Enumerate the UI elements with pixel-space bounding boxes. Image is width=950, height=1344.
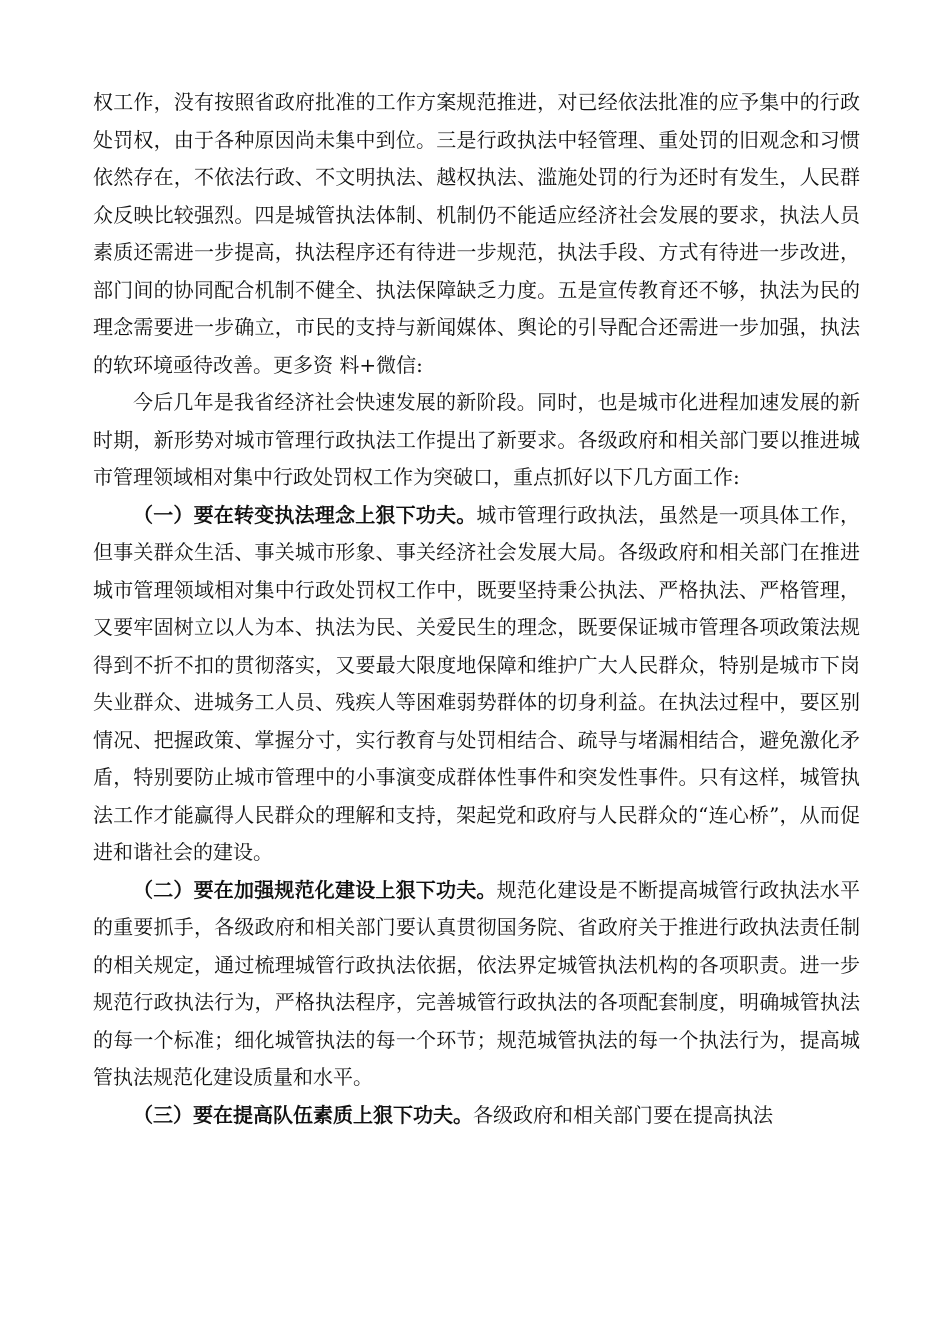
paragraph-item-3 xyxy=(93,1097,860,1135)
paragraph-heading: （二）要在加强规范化建设上狠下功夫。 xyxy=(133,877,497,902)
paragraph-text: 规范化建设是不断提高城管行政执法水平的重要抓手，各级政府和相关部门要认真贯彻国务院、省政府关于推进行政执法责任制的相关规定，通过梳理城管行政执法依据，依法界定城管执法机构的各项职责。进一步规范行政执法行为，严格执法程序，完善城管行政执法的各项配套制度，明确城管执法的每一个标准；细化城管执法的每一个环节；规范城管执法的每一个执法行为，提高城管执法规范化建设质量和水平。 xyxy=(93,877,861,1089)
paragraph-item-2 xyxy=(93,872,860,1097)
document-page xyxy=(93,84,860,1134)
paragraph-text: 权工作，没有按照省政府批准的工作方案规范推进，对已经依法批准的应予集中的行政处罚权，由于各种原因尚未集中到位。三是行政执法中轻管理、重处罚的旧观念和习惯依然存在，不依法行政、不文明执法、越权执法、滥施处罚的行为还时有发生，人民群众反映比较强烈。四是城管执法体制、机制仍不能适应经济社会发展的要求，执法人员素质还需进一步提高，执法程序还有待进一步规范，执法手段、方式有待进一步改进，部门间的协同配合机制不健全、执法保障缺乏力度。五是宣传教育还不够，执法为民的理念需要进一步确立，市民的支持与新闻媒体、舆论的引导配合还需进一步加强，执法的软环境亟待改善。更多资 料+微信: xyxy=(93,90,860,377)
paragraph-heading: （三）要在提高队伍素质上狠下功夫。 xyxy=(133,1102,473,1127)
paragraph-text: 今后几年是我省经济社会快速发展的新阶段。同时，也是城市化进程加速发展的新时期，新形势对城市管理行政执法工作提出了新要求。各级政府和相关部门要以推进城市管理领域相对集中行政处罚权工作为突破口，重点抓好以下几方面工作: xyxy=(93,390,860,489)
paragraph-text: 各级政府和相关部门要在提高执法 xyxy=(473,1102,773,1127)
paragraph-item-1 xyxy=(93,497,860,872)
paragraph-heading: （一）要在转变执法理念上狠下功夫。 xyxy=(133,502,477,527)
paragraph-outlook xyxy=(93,384,860,497)
paragraph-continuation xyxy=(93,84,860,384)
paragraph-text: 城市管理行政执法，虽然是一项具体工作，但事关群众生活、事关城市形象、事关经济社会发展大局。各级政府和相关部门在推进城市管理领域相对集中行政处罚权工作中，既要坚持秉公执法、严格执法、严格管理，又要牢固树立以人为本、执法为民、关爱民生的理念，既要保证城市管理各项政策法规得到不折不扣的贯彻落实，又要最大限度地保障和维护广大人民群众，特别是城市下岗失业群众、进城务工人员、残疾人等困难弱势群体的切身利益。在执法过程中，要区别情况、把握政策、掌握分寸，实行教育与处罚相结合、疏导与堵漏相结合，避免激化矛盾，特别要防止城市管理中的小事演变成群体性事件和突发性事件。只有这样，城管执法工作才能赢得人民群众的理解和支持，架起党和政府与人民群众的“连心桥”，从而促进和谐社会的建设。 xyxy=(93,502,861,864)
